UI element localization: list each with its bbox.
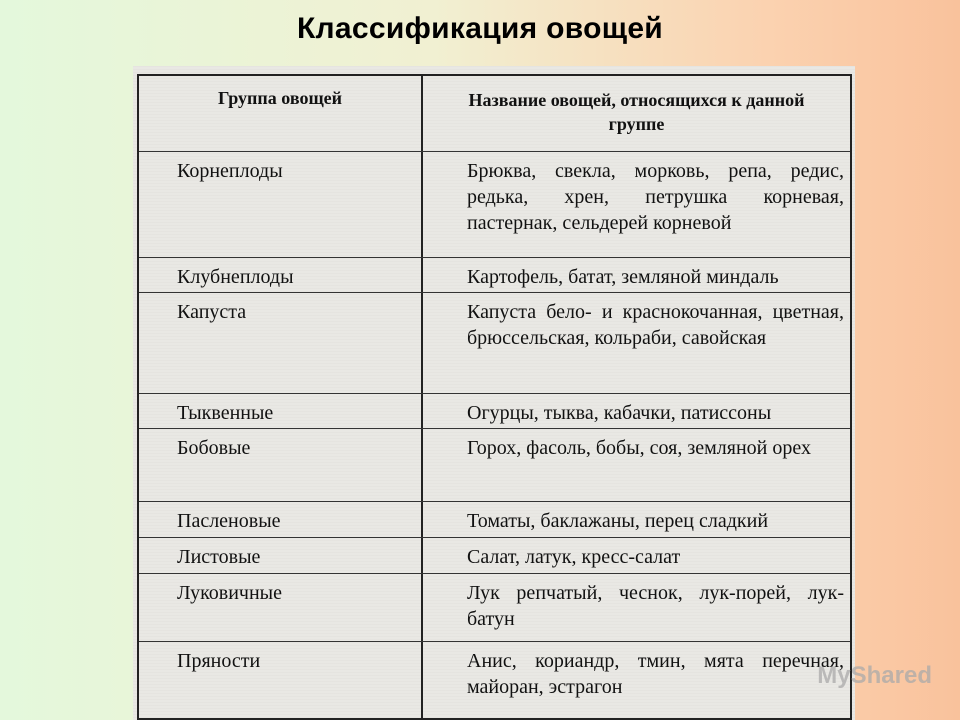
table-row [139, 642, 850, 718]
table-row [139, 258, 850, 293]
scanned-table-image [133, 66, 855, 720]
group-cell: Пасленовые [177, 510, 281, 532]
names-cell: Горох, фасоль, бобы, соя, земляной орех [467, 437, 811, 459]
group-cell: Клубнеплоды [177, 266, 294, 288]
names-cell: Капуста бело- и краснокочанная, цветная, брюссельская, кольраби, савойская [467, 301, 844, 349]
names-cell: Анис, кориандр, тмин, мята перечная, майоран, эстрагон [467, 650, 844, 698]
group-cell: Листовые [177, 546, 261, 568]
table-row [139, 394, 850, 429]
watermark-logo: MyShared [817, 662, 932, 689]
table-row [139, 538, 850, 574]
group-cell: Бобовые [177, 437, 251, 459]
table-row [139, 502, 850, 538]
table-row [139, 429, 850, 502]
names-cell: Картофель, батат, земляной миндаль [467, 266, 779, 288]
names-cell: Салат, латук, кресс-салат [467, 546, 681, 568]
table-row [139, 152, 850, 258]
names-cell: Брюква, свекла, морковь, репа, редис, редька, хрен, петрушка корневая, пастернак, сельдерей корневой [467, 160, 844, 234]
table-row [139, 574, 850, 642]
vegetable-classification-table [137, 74, 852, 720]
group-cell: Тыквенные [177, 402, 274, 424]
group-cell: Луковичные [177, 582, 282, 604]
header-group: Группа овощей [217, 88, 343, 108]
slide-title: Классификация овощей [296, 12, 664, 45]
names-cell: Огурцы, тыква, кабачки, патиссоны [467, 402, 772, 424]
header-names: Название овощей, относящихся к данной группе [468, 90, 805, 134]
names-cell: Лук репчатый, чеснок, лук-порей, лук-батун [467, 582, 844, 630]
table-header-row [139, 76, 850, 152]
group-cell: Капуста [177, 301, 247, 323]
group-cell: Пряности [177, 650, 261, 672]
table-row [139, 293, 850, 394]
group-cell: Корнеплоды [177, 160, 283, 182]
names-cell: Томаты, баклажаны, перец сладкий [467, 510, 769, 532]
